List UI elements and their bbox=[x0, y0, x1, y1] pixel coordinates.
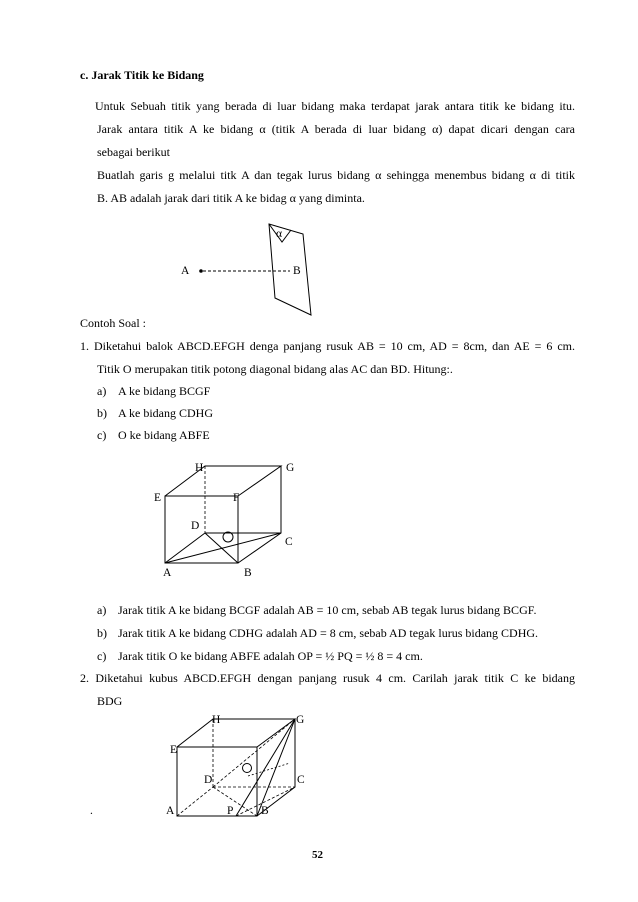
answer-b-text: Jarak titik A ke bidang CDHG adalah AD = 8 cm, sebab AD tegak lurus bidang CDHG. bbox=[118, 626, 539, 640]
answer-c-letter: c) bbox=[97, 649, 107, 663]
answer-a-text: Jarak titik A ke bidang BCGF adalah AB = 10 cm, sebab AB tegak lurus bidang BCGF. bbox=[118, 603, 537, 617]
cube-label-b: B bbox=[261, 805, 269, 817]
cube-label-c: C bbox=[297, 774, 305, 786]
cuboid-label-a: A bbox=[163, 567, 172, 579]
plane-alpha-label: α bbox=[276, 228, 283, 240]
page-number: 52 bbox=[312, 849, 323, 861]
cube-label-a: A bbox=[166, 805, 175, 817]
cuboid-label-d: D bbox=[191, 520, 200, 532]
point-b-label: B bbox=[293, 265, 301, 277]
cube-label-h: H bbox=[212, 714, 221, 726]
cube-label-g: G bbox=[296, 714, 305, 726]
intro-line-5: B. AB adalah jarak dari titik A ke bidag α yang diminta. bbox=[97, 191, 365, 205]
question-a-text: A ke bidang BCGF bbox=[118, 384, 211, 398]
intro-line-2: Jarak antara titik A ke bidang α (titik A berada di luar bidang α) dapat dicari dengan cara bbox=[97, 122, 575, 136]
point-on-plane-marker bbox=[243, 764, 252, 773]
question-a-letter: a) bbox=[97, 384, 107, 398]
question-c-letter: c) bbox=[97, 428, 107, 442]
point-a-label: A bbox=[181, 265, 190, 277]
question-c-text: O ke bidang ABFE bbox=[118, 428, 210, 442]
cube-label-p: P bbox=[227, 805, 234, 817]
intro-line-3: sebagai berikut bbox=[97, 145, 170, 159]
problem1-line1: 1. Diketahui balok ABCD.EFGH denga panjang rusuk AB = 10 cm, AD = 8cm, dan AE = 6 cm. bbox=[80, 339, 575, 353]
question-b-text: A ke bidang CDHG bbox=[118, 406, 213, 420]
question-b-letter: b) bbox=[97, 406, 107, 420]
intro-line-1: Untuk Sebuah titik yang berada di luar bidang maka terdapat jarak antara titik ke bidang itu. bbox=[95, 99, 575, 113]
answer-c-text: Jarak titik O ke bidang ABFE adalah OP = ½ PQ = ½ 8 = 4 cm. bbox=[118, 649, 423, 663]
intro-line-4: Buatlah garis g melalui titk A dan tegak lurus bidang α sehingga menembus bidang α di titik bbox=[97, 168, 575, 182]
cuboid-label-b: B bbox=[244, 567, 252, 579]
problem2-line2: BDG bbox=[97, 694, 123, 708]
answer-b-letter: b) bbox=[97, 626, 107, 640]
cuboid-label-e: E bbox=[154, 492, 162, 504]
problem2-line1: 2. Diketahui kubus ABCD.EFGH dengan panjang rusuk 4 cm. Carilah jarak titik C ke bidang bbox=[80, 671, 575, 685]
cuboid-label-c: C bbox=[285, 536, 293, 548]
cuboid-label-g: G bbox=[286, 462, 295, 474]
answer-a-letter: a) bbox=[97, 603, 107, 617]
examples-title: Contoh Soal : bbox=[80, 316, 147, 330]
cube-label-e: E bbox=[170, 744, 178, 756]
cuboid-label-f: F bbox=[233, 492, 240, 504]
section-heading: c. Jarak Titik ke Bidang bbox=[80, 68, 204, 82]
cube-label-d: D bbox=[204, 774, 213, 786]
cuboid-label-h: H bbox=[195, 462, 204, 474]
problem1-line2: Titik O merupakan titik potong diagonal bidang alas AC dan BD. Hitung:. bbox=[97, 362, 453, 376]
stray-dot: . bbox=[90, 805, 93, 817]
